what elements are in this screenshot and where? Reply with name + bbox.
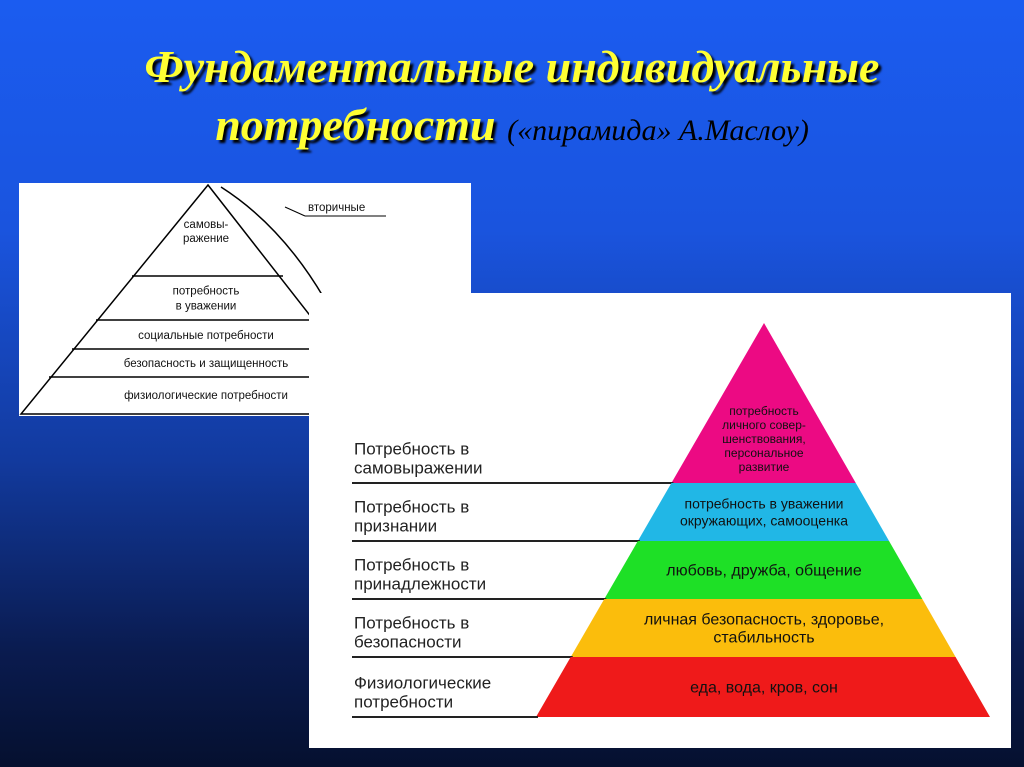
simple-level-label: социальные потребности [138, 330, 274, 343]
pyramid-level-text: окружающих, самооценка [679, 512, 849, 529]
pyramid-level-text: личного совер- [722, 418, 806, 433]
level-name-label: безопасности [354, 632, 462, 652]
color-pyramid-panel [309, 293, 1011, 748]
simple-level-label: безопасность и защищенность [123, 358, 289, 371]
level-name-label: Потребность в [354, 613, 470, 633]
pyramid-level-text: любовь, дружба, общение [666, 562, 862, 580]
simple-level-label: ражение [182, 233, 230, 246]
color-pyramid-bands [352, 323, 990, 717]
title-subtitle: («пирамида» А.Маслоу) [507, 114, 809, 147]
level-name-label: самовыражении [354, 458, 483, 478]
slide-title [0, 38, 1024, 160]
pyramid-level-text: личная безопасность, здоровье, [643, 611, 885, 629]
secondary-leader-line [285, 207, 305, 216]
pyramid-level-text: потребность [729, 404, 799, 419]
title-main-word: потребности [215, 99, 496, 150]
pyramid-level-text: персональное [724, 446, 804, 461]
simple-level-labels [124, 219, 288, 402]
simple-level-label: самовы- [183, 219, 229, 232]
level-name-label: Потребность в [354, 555, 470, 575]
color-pyramid-left-labels [354, 439, 491, 711]
title-line-2 [0, 96, 1024, 160]
level-name-label: признании [354, 516, 438, 536]
pyramid-level-text: потребность в уважении [684, 495, 844, 512]
level-name-label: Потребность в [354, 497, 470, 517]
simple-level-label: физиологические потребности [124, 390, 288, 403]
pyramid-level-text: шенствования, [722, 432, 806, 447]
secondary-group-label: вторичные [308, 202, 366, 214]
level-name-label: Потребность в [354, 439, 470, 459]
simple-level-label: потребность [172, 285, 240, 298]
pyramid-level-text: стабильность [713, 629, 815, 647]
level-name-label: потребности [354, 692, 454, 712]
simple-level-label: в уважении [175, 300, 237, 313]
title-line-1: Фундаментальные индивидуальные [144, 41, 880, 92]
color-pyramid-diagram [309, 293, 1011, 748]
pyramid-level-text: еда, вода, кров, сон [690, 679, 838, 697]
level-name-label: Физиологические [354, 673, 492, 693]
level-name-label: принадлежности [354, 574, 487, 594]
pyramid-level-text: развитие [738, 460, 790, 475]
